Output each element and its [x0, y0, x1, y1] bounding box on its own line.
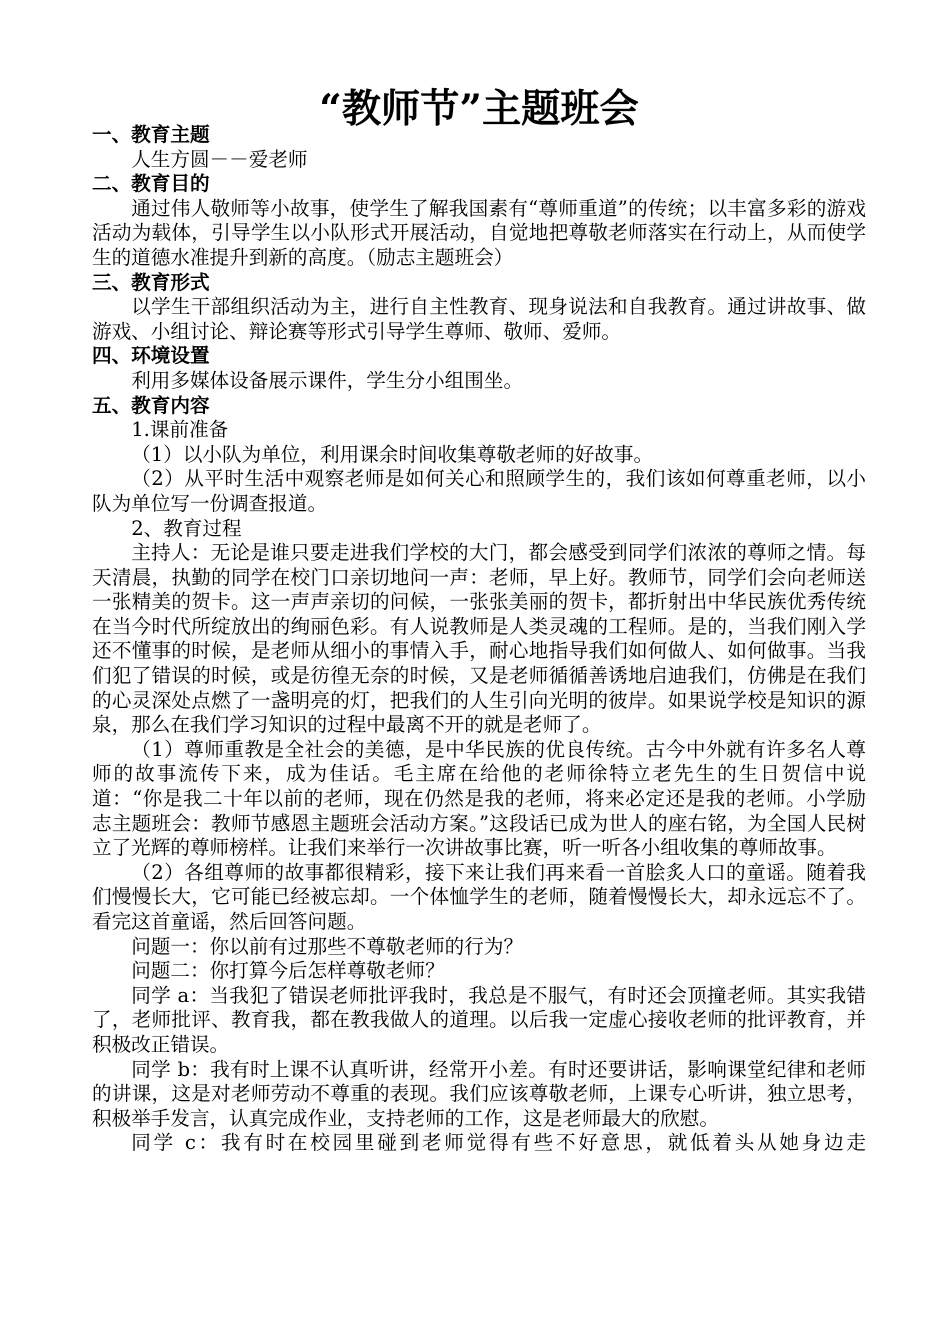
section-paragraph: 利用多媒体设备展示课件，学生分小组围坐。: [131, 368, 524, 392]
student-answer: 同学 b：我有时上课不认真听讲，经常开小差。有时还要讲话，影响课堂纪律和老师的讲课，这是对老师劳动不尊重的表现。我们应该尊敬老师，上课专心听讲，独立思考，积极举手发言，认真完成作业，支持老师的工作，这是老师最大的欣慰。: [92, 1057, 866, 1130]
content-paragraph: （2）从平时生活中观察老师是如何关心和照顾学生的，我们该如何尊重老师，以小队为单位写一份调查报道。: [92, 467, 866, 515]
section-heading-content: 五、教育内容: [92, 393, 210, 417]
student-answer: 同学 a：当我犯了错误老师批评我时，我总是不服气，有时还会顶撞老师。其实我错了，老师批评、教育我，都在教我做人的道理。以后我一定虚心接收老师的批评教育，并积极改正错误。: [92, 983, 866, 1056]
section-heading-form: 三、教育形式: [92, 270, 210, 294]
section-paragraph: 人生方圆－－爱老师: [131, 147, 308, 171]
content-paragraph: （1）以小队为单位，利用课余时间收集尊敬老师的好故事。: [131, 442, 654, 466]
content-paragraph: （2）各组尊师的故事都很精彩，接下来让我们再来看一首脍炙人口的童谣。随着我们慢慢长大，它可能已经被忘却。一个体恤学生的老师，随着慢慢长大，却永远忘不了。看完这首童谣，然后回答问题。: [92, 860, 866, 933]
subsection-title-preparation: 1.课前准备: [131, 418, 229, 442]
subsection-title-process: 2、教育过程: [131, 516, 242, 540]
content-paragraph: （1）尊师重教是全社会的美德，是中华民族的优良传统。古今中外就有许多名人尊师的故事流传下来，成为佳话。毛主席在给他的老师徐特立老先生的生日贺信中说道：“你是我二十年以前的老师，现在仍然是我的老师，将来必定还是我的老师。小学励志主题班会：教师节感恩主题班会活动方案。”这段话已成为世人的座右铭，为全国人民树立了光辉的尊师榜样。让我们来举行一次讲故事比赛，听一听各小组收集的尊师故事。: [92, 737, 866, 860]
document-page: [92, 86, 866, 1156]
section-paragraph: 通过伟人敬师等小故事，使学生了解我国素有“尊师重道”的传统；以丰富多彩的游戏活动为载体，引导学生以小队形式开展活动，自觉地把尊敬老师落实在行动上，从而使学生的道德水准提升到新的高度。（励志主题班会）: [92, 196, 866, 269]
document-title: “教师节”主题班会: [319, 86, 639, 132]
content-paragraph: 主持人：无论是谁只要走进我们学校的大门，都会感受到同学们浓浓的尊师之情。每天清晨，执勤的同学在校门口亲切地问一声：老师，早上好。教师节，同学们会向老师送一张精美的贺卡。这一声声亲切的问候，一张张美丽的贺卡，都折射出中华民族优秀传统在当今时代所绽放出的绚丽色彩。有人说教师是人类灵魂的工程师。是的，当我们刚入学还不懂事的时候，是老师从细小的事情入手，耐心地指导我们如何做人、如何做事。当我们犯了错误的时候，或是彷徨无奈的时候，又是老师循循善诱地启迪我们，仿佛是在我们的心灵深处点燃了一盏明亮的灯，把我们的人生引向光明的彼岸。如果说学校是知识的源泉，那么在我们学习知识的过程中最离不开的就是老师了。: [92, 541, 866, 737]
section-heading-purpose: 二、教育目的: [92, 172, 210, 196]
student-answer: 同学 c：我有时在校园里碰到老师觉得有些不好意思，就低着头从她身边走: [131, 1131, 866, 1155]
question-line: 问题二：你打算今后怎样尊敬老师？: [131, 959, 445, 983]
section-heading-environment: 四、环境设置: [92, 344, 210, 368]
section-heading-theme: 一、教育主题: [92, 123, 210, 146]
question-line: 问题一：你以前有过那些不尊敬老师的行为？: [131, 934, 524, 958]
section-paragraph: 以学生干部组织活动为主，进行自主性教育、现身说法和自我教育。通过讲故事、做游戏、小组讨论、辩论赛等形式引导学生尊师、敬师、爱师。: [92, 295, 866, 343]
